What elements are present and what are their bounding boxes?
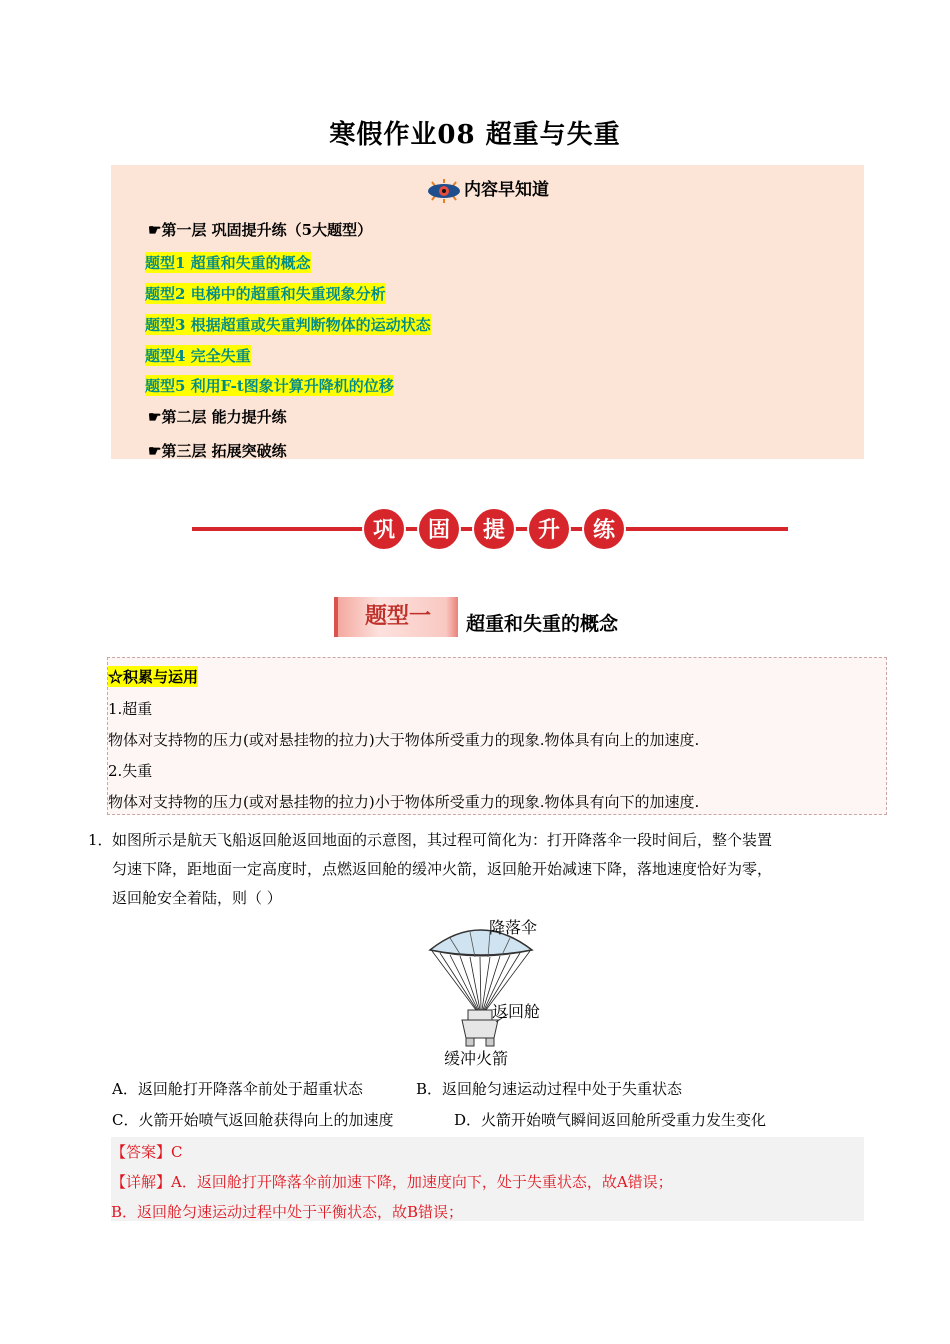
toc-layer-2[interactable]: ☛第二层 能力提升练 (148, 408, 287, 426)
toc-layer-3[interactable]: ☛第三层 拓展突破练 (148, 442, 287, 460)
topic-title: 超重和失重的概念 (466, 613, 619, 635)
contents-header-text: 内容早知道 (464, 180, 549, 200)
label-parachute: 降落伞 (489, 918, 538, 937)
banner-char: 提 (482, 518, 506, 543)
toc-type-1[interactable]: 题型1 超重和失重的概念 (145, 254, 311, 272)
knowledge-box (107, 657, 887, 815)
toc-type-2[interactable]: 题型2 电梯中的超重和失重现象分析 (145, 285, 386, 303)
answer-line (111, 1141, 183, 1162)
toc-layer-1[interactable]: ☛第一层 巩固提升练（5大题型） (148, 221, 373, 239)
toc-type-4[interactable]: 题型4 完全失重 (145, 347, 251, 365)
detail-text: B．返回舱匀速运动过程中处于平衡状态，故B错误； (111, 1203, 464, 1221)
contents-header (111, 175, 864, 204)
banner-char: 巩 (372, 518, 396, 543)
banner-char: 固 (427, 518, 451, 543)
option-d[interactable]: D．火箭开始喷气瞬间返回舱所受重力发生变化 (454, 1111, 767, 1129)
contents-overview (111, 165, 864, 459)
option-a[interactable]: A．返回舱打开降落伞前处于超重状态 (112, 1080, 363, 1098)
toc-type-5[interactable]: 题型5 利用F-t图象计算升降机的位移 (145, 377, 394, 395)
knowledge-tag: ☆积累与运用 (108, 668, 199, 686)
answer-value: C (171, 1143, 183, 1161)
banner-char: 升 (537, 518, 561, 543)
label-rocket: 缓冲火箭 (444, 1049, 509, 1068)
question-line: 返回舱安全着陆，则（ ） (112, 889, 282, 907)
label-capsule: 返回舱 (492, 1002, 541, 1021)
question-line: 如图所示是航天飞船返回舱返回地面的示意图，其过程可简化为：打开降落伞一段时间后，整个装置 (112, 831, 773, 849)
banner-char: 练 (592, 518, 616, 543)
detail-line (111, 1171, 673, 1192)
answer-box (111, 1137, 864, 1221)
question-line: 匀速下降，距地面一定高度时，点燃返回舱的缓冲火箭，返回舱开始减速下降，落地速度恰好为零， (112, 860, 773, 878)
page-title: 寒假作业08 超重与失重 (329, 120, 621, 150)
knowledge-line: 物体对支持物的压力(或对悬挂物的拉力)小于物体所受重力的现象.物体具有向下的加速度. (108, 793, 700, 811)
toc-type-3[interactable]: 题型3 根据超重或失重判断物体的运动状态 (145, 316, 431, 334)
question-number: 1． (88, 831, 113, 849)
eye-icon (426, 178, 462, 204)
knowledge-line: 物体对支持物的压力(或对悬挂物的拉力)大于物体所受重力的现象.物体具有向上的加速度. (108, 731, 700, 749)
section-banner (192, 505, 788, 553)
topic-badge: 题型一 (334, 597, 458, 637)
knowledge-line: 1.超重 (108, 700, 153, 718)
option-b[interactable]: B．返回舱匀速运动过程中处于失重状态 (416, 1080, 683, 1098)
option-c[interactable]: C．火箭开始喷气返回舱获得向上的加速度 (112, 1111, 394, 1129)
knowledge-line: 2.失重 (108, 762, 153, 780)
answer-label: 【答案】 (111, 1143, 172, 1161)
detail-text: A．返回舱打开降落伞前加速下降，加速度向下，处于失重状态，故A错误； (171, 1173, 673, 1191)
detail-label: 【详解】 (111, 1173, 172, 1191)
